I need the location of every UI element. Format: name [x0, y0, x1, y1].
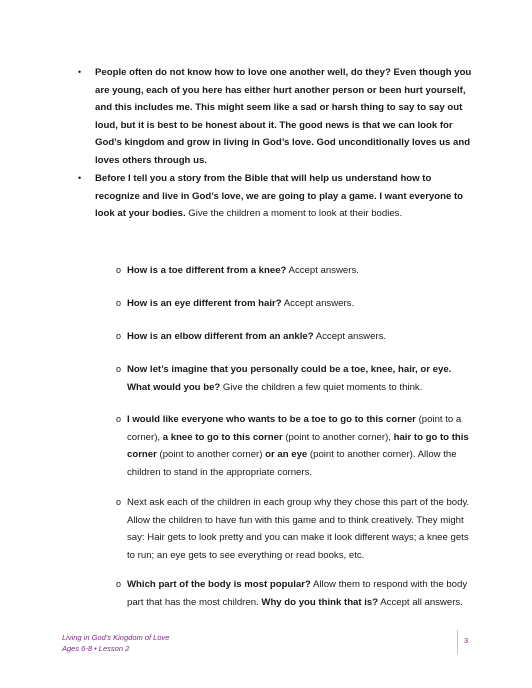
- sub-item: [116, 328, 476, 346]
- sub-bullet-marker: o: [116, 364, 122, 374]
- sub-item: [116, 576, 476, 611]
- sub-item-plain: Accept answers.: [286, 265, 359, 276]
- sub-bullet-marker: o: [116, 265, 122, 275]
- footer-title: Living in God’s Kingdom of Love: [62, 633, 170, 642]
- sub-bullet-marker: o: [116, 497, 122, 507]
- footer: [62, 632, 169, 654]
- sub-item: [116, 361, 476, 396]
- sub-item-plain: (point to another corner): [156, 449, 266, 461]
- sub-item-text: [127, 411, 476, 481]
- sub-item-plain: Allow them to respond with the body part that has the most children.: [127, 579, 468, 608]
- footer-subtitle: Ages 6-8 • Lesson 2: [62, 644, 130, 653]
- bullet-item: [62, 170, 474, 223]
- sub-item: [116, 411, 476, 481]
- sub-item-plain: (point to a corner),: [127, 414, 462, 443]
- sub-item-bold: How is a toe different from a knee?: [127, 265, 287, 276]
- sub-item-text: [127, 361, 476, 396]
- sub-item: [116, 262, 476, 280]
- sub-bullet-marker: o: [116, 414, 122, 424]
- sub-item-plain: (point to another corner). Allow the children to stand in the appropriate corners.: [127, 449, 457, 478]
- sub-item-text: [127, 328, 476, 346]
- sub-item-plain: (point to another corner),: [282, 431, 394, 443]
- sub-item-plain: Accept answers.: [281, 298, 355, 309]
- bullet-marker: •: [78, 173, 82, 183]
- sub-item-bold: a knee to go to this corner: [162, 431, 283, 443]
- sub-item-bold: How is an elbow different from an ankle?: [127, 331, 314, 342]
- sub-item: [116, 494, 476, 564]
- sub-item-bold: Why do you think that is?: [261, 596, 379, 608]
- sub-item-plain: Next ask each of the children in each group why they chose this part of the body. Allow the children to have fun with this game and to think creatively. They might say: Hair gets to look pretty and you can make it look different ways; a knee gets to run; an eye gets to see everything or read books, etc.: [127, 497, 470, 561]
- bullet-item: [62, 64, 474, 170]
- sub-bullet-marker: o: [116, 579, 122, 589]
- bullet-marker: •: [78, 67, 82, 77]
- sub-item-bold: hair to go to this corner: [127, 431, 469, 461]
- sub-item-bold: Now let’s imagine that you personally could be a toe, knee, hair, or eye. What would you be?: [127, 364, 452, 393]
- sub-item-bold: Which part of the body is most popular?: [127, 579, 311, 590]
- sub-item-plain: Accept all answers.: [378, 596, 463, 608]
- bullet-bold-text: People often do not know how to love one another well, do they? Even though you are young, each of you here has either hurt another person or been hurt yourself, and this includes me. This might seem like a sad or harsh thing to say to say out loud, but it is best to be honest about it. The good news is that we can look for God’s kingdom and grow in living in God’s love. God unconditionally loves us and loves others through us.: [95, 67, 472, 166]
- bullet-text: [95, 170, 474, 223]
- page-number: 3: [464, 636, 469, 645]
- sub-item-plain: Give the children a few quiet moments to think.: [220, 381, 423, 393]
- sub-item-text: [127, 295, 476, 313]
- sub-item-text: [127, 494, 476, 564]
- bullet-plain-text: Give the children a moment to look at their bodies.: [185, 208, 403, 220]
- sub-item-text: [127, 262, 476, 280]
- bullet-text: [95, 64, 474, 170]
- sub-bullet-marker: o: [116, 298, 122, 308]
- sub-bullet-marker: o: [116, 331, 122, 341]
- sub-item-text: [127, 576, 476, 611]
- footer-divider: [457, 630, 458, 654]
- sub-item-bold: How is an eye different from hair?: [127, 298, 282, 309]
- bullet-bold-text: Before I tell you a story from the Bible that will help us understand how to recognize and live in God’s love, we are going to play a game. I want everyone to look at your bodies.: [95, 173, 464, 220]
- sub-item-bold: I would like everyone who wants to be a toe to go to this corner: [127, 414, 416, 425]
- sub-item: [116, 295, 476, 313]
- sub-item-plain: Accept answers.: [313, 331, 387, 342]
- sub-item-bold: or an eye: [265, 449, 308, 461]
